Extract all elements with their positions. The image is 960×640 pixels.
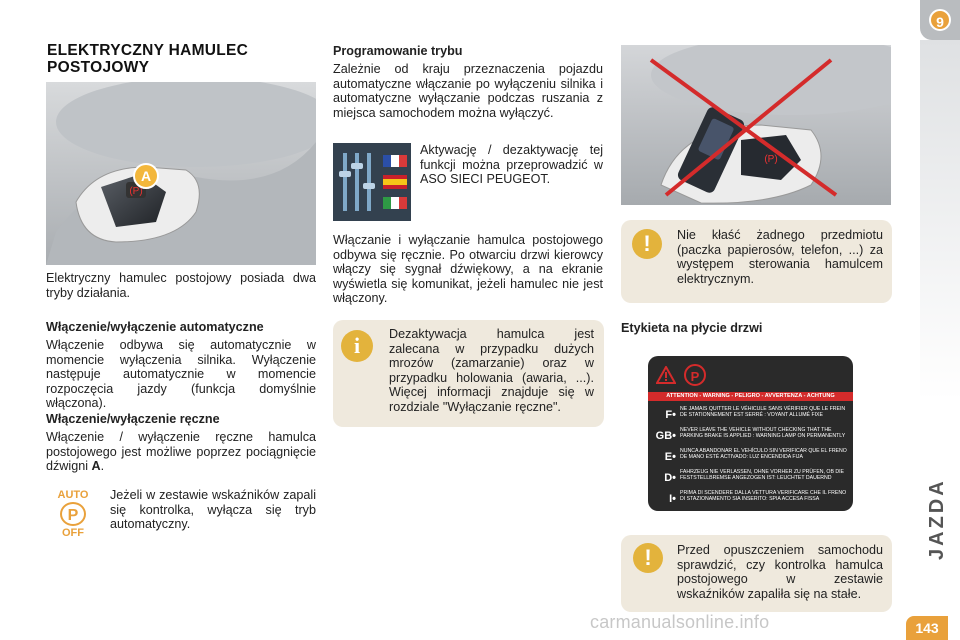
photo-label-a: A [140,168,152,184]
equalizer-flags-icon [333,143,411,221]
auto-p-off-icon [50,489,96,543]
door-label-sticker [648,356,853,511]
forbidden-object-photo [621,45,891,205]
info-icon: i [341,330,373,362]
manual-text-body: Włączenie / wyłączenie ręczne hamulca postojowego jest możliwe poprzez pociągnięcie dźwigni [46,430,316,474]
aso-text: Aktywację / dezaktywację tej funkcji można przeprowadzić w ASO SIECI PEUGEOT. [420,143,603,187]
label-line [654,490,847,508]
label-line-text: NUNCA ABANDONAR EL VEHÍCULO SIN VERIFICAR QUE EL FRENO DE MANO ESTÉ ACTIVADO: LUZ ENCENDIDA FIJA [680,448,847,461]
chapter-title: JAZDA [926,478,948,560]
prog-heading: Programowanie trybu [333,44,463,58]
label-line-code: F• [665,409,676,421]
label-lines [654,406,847,511]
svg-text:(P): (P) [764,154,778,165]
manual-text [46,430,316,474]
warning-1-text: Nie kłaść żadnego przedmiotu (paczka papierosów, telefon, ...) za występem sterowania hamulcem elektrycznym. [677,228,883,286]
label-line-text: NE JAMAIS QUITTER LE VÉHICULE SANS VÉRIFIER QUE LE FREIN DE STATIONNEMENT EST SERRÉ : VOYANT ALLUMÉ FIXE [680,406,846,419]
label-warning-bar: ATTENTION - WARNING - PELIGRO - AVVERTENZA - ACHTUNG [648,392,853,401]
label-line-code: E• [664,451,676,463]
label-line-code: D• [664,472,676,484]
label-line-text: FAHRZEUG NIE VERLASSEN, OHNE VORHER ZU PRÜFEN, OB DIE FESTSTELLBREMSE ANGEZOGEN IST: LEUCHTET DAUERND [680,469,845,482]
label-line [654,406,847,424]
manual-lever-ref: A [91,459,101,474]
console-photo [46,82,316,265]
label-line [654,427,847,445]
label-line [654,448,847,466]
auto-icon-p: P [60,502,86,526]
auto-text: Włączenie odbywa się automatycznie w momencie wyłączenia silnika. Wyłączenie następuje automatycznie w momencie rozpoczęcia jazdy (funkcja domyślnie włączona). [46,338,316,411]
page-number: 143 [906,616,948,640]
auto-icon-top: AUTO [57,489,89,501]
manual-info-text: Włączanie i wyłączanie hamulca postojowego odbywa się ręcznie. Po otwarciu drzwi kierowcy włączy się sygnał dźwiękowy, a na ekranie wyświetla się komunikat, jeżeli hamulec nie jest włączony. [333,233,603,306]
chapter-number: 9 [929,9,951,31]
prog-text: Zależnie od kraju przeznaczenia pojazdu automatyczne włączanie po wyłączeniu silnika i automatyczne wyłączanie podczas ruszania z miejsca samochodem można wyłączyć. [333,62,603,120]
watermark: carmanualsonline.info [590,612,770,632]
auto-icon-bottom: OFF [62,527,84,539]
info-box-text: Dezaktywacja hamulca jest zalecana w przypadku dużych mrozów (zamarzanie) oraz w przypadku holowania (awaria, ...). Więcej informacji znajduje się w rozdziale "Wyłączanie ręczne". [389,327,594,414]
page-title: ELEKTRYCZNY HAMULEC POSTOJOWY [47,42,249,76]
warning-box-1 [621,220,892,303]
warning-icon: ! [632,229,662,259]
warning-icon: ! [633,543,663,573]
label-heading: Etykieta na płycie drzwi [621,321,763,335]
label-line-text: NEVER LEAVE THE VEHICLE WITHOUT CHECKING THAT THE PARKING BRAKE IS APPLIED : WARNING LAMP ON PERMANENTLY [680,427,846,440]
warning-triangle-icon [656,366,676,384]
auto-note: Jeżeli w zestawie wskaźników zapali się kontrolka, wyłącza się tryb automatyczny. [110,488,316,532]
label-p-icon: P [684,364,706,386]
info-box [333,320,604,427]
label-line-code: GB• [655,430,676,442]
auto-heading: Włączenie/wyłączenie automatyczne [46,320,264,334]
intro-text: Elektryczny hamulec postojowy posiada dwa tryby działania. [46,271,316,300]
warning-box-2 [621,535,892,612]
label-line [654,469,847,487]
parking-brake-switch-photo [46,82,316,265]
label-line-text: PRIMA DI SCENDERE DALLA VETTURA VERIFICARE CHE IL FRENO DI STAZIONAMENTO SIA INSERITO: SPIA ACCESA FISSA [680,490,847,503]
label-line-code: I• [669,493,676,505]
warning-2-text: Przed opuszczeniem samochodu sprawdzić, czy kontrolka hamulca postojowego w zestawie wskaźników zapaliła się na stałe. [677,543,883,601]
svg-text:(P): (P) [129,186,143,197]
settings-icon [333,143,411,221]
crossed-phone-photo [621,45,891,205]
manual-text-end: . [100,459,105,474]
manual-heading: Włączenie/wyłączenie ręczne [46,412,220,426]
chapter-tab-top [920,0,960,40]
